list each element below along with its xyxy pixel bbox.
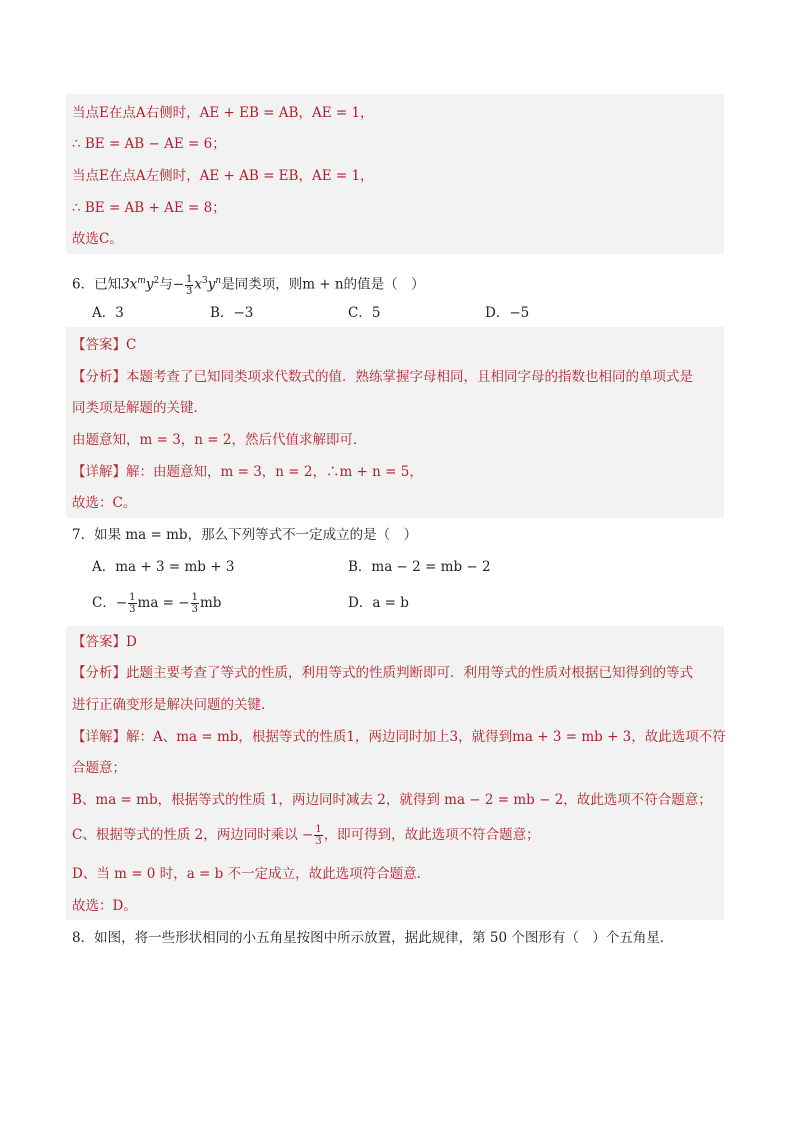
sol5-line5: 故选C。 <box>72 231 123 247</box>
q7-detail-line2: 合题意； <box>72 760 126 776</box>
solution-block-q6 <box>66 327 724 518</box>
q7-detail-line6: 故选：D。 <box>72 898 137 914</box>
fraction-one-third: $\frac{1}{3}$ <box>191 592 198 615</box>
q6-answer: 【答案】C <box>72 337 137 353</box>
q6-analysis-line2: 同类项是解题的关键． <box>72 400 207 416</box>
q7-answer: 【答案】D <box>72 634 137 650</box>
fraction-one-third: $\frac{1}{3}$ <box>186 273 193 297</box>
q7-option-d: D．a = b <box>348 595 409 611</box>
question-7-stem: 7．如果 ma = mb，那么下列等式不一定成立的是（ ） <box>72 527 418 543</box>
q6-analysis-line3: 由题意知，m = 3，n = 2，然后代值求解即可． <box>72 432 367 448</box>
q6-option-a: A．3 <box>92 305 124 321</box>
sol5-line2: ∴ BE = AB − AE = 6； <box>72 136 226 152</box>
q6-detail-line2: 故选：C。 <box>72 495 137 511</box>
fraction-one-third: $\frac{1}{3}$ <box>129 592 136 615</box>
q7-analysis-line1: 【分析】此题主要考查了等式的性质，利用等式的性质判断即可．利用等式的性质对根据已知得到的等式 <box>72 665 693 681</box>
q6-option-b: B．−3 <box>210 305 254 321</box>
question-8-stem: 8．如图，将一些形状相同的小五角星按图中所示放置，据此规律，第 50 个图形有（ ）个五角星． <box>72 930 674 946</box>
q7-detail-line4: C、根据等式的性质 2，两边同时乘以 − $\frac{1}{3}$ ，即可得到，故此选项不符合题意； <box>72 824 540 847</box>
q7-detail-line5: D、当 m = 0 时，a = b 不一定成立，故此选项符合题意． <box>72 866 431 882</box>
q6-analysis-line1: 【分析】本题考查了已知同类项求代数式的值．熟练掌握字母相同，且相同字母的指数也相同的单项式是 <box>72 369 693 385</box>
q6-option-d: D．−5 <box>485 305 530 321</box>
q7-option-b: B．ma − 2 = mb − 2 <box>348 559 491 575</box>
q6-detail-line1: 【详解】解：由题意知，m = 3，n = 2，∴m + n = 5， <box>72 464 423 480</box>
sol5-line1: 当点E在点A右侧时，AE + EB = AB，AE = 1， <box>72 105 374 121</box>
q7-analysis-line2: 进行正确变形是解决问题的关键． <box>72 697 275 713</box>
q7-detail-line1: 【详解】解：A、ma = mb，根据等式的性质1，两边同时加上3，就得到ma + 3 = mb + 3，故此选项不符 <box>72 729 726 745</box>
sol5-line3: 当点E在点A左侧时，AE + AB = EB，AE = 1， <box>72 168 374 184</box>
q7-option-c: C．− $\frac{1}{3}$ ma = − $\frac{1}{3}$ mb <box>92 592 222 615</box>
q6-option-c: C．5 <box>348 305 381 321</box>
q7-detail-line3: B、ma = mb，根据等式的性质 1，两边同时减去 2，就得到 ma − 2 = mb − 2，故此选项不符合题意； <box>72 792 712 808</box>
question-6-stem: 6．已知$3x^my^2$与− $\frac{1}{3}$ $x^3y^n$是同类项，则m + n的值是（ ） <box>72 273 425 297</box>
q7-option-a: A．ma + 3 = mb + 3 <box>92 559 235 575</box>
fraction-one-third: $\frac{1}{3}$ <box>315 824 322 847</box>
sol5-line4: ∴ BE = AB + AE = 8； <box>72 200 226 216</box>
